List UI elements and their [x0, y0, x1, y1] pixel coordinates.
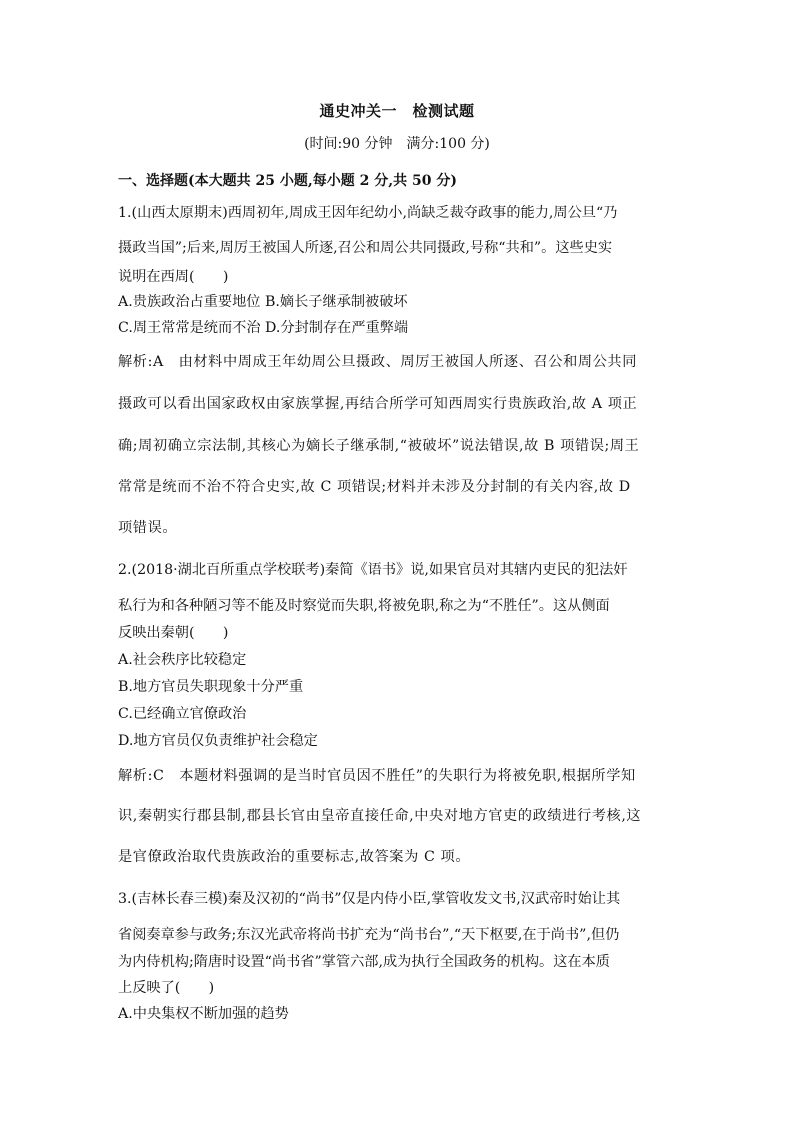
q3-stem-line: 上反映了( ): [118, 980, 215, 996]
q2-stem-line: 反映出秦朝( ): [118, 625, 229, 641]
q2-option-line: A.社会秩序比较稳定: [118, 652, 247, 668]
q2-stem-line: 私行为和各种陋习等不能及时察觉而失职,将被免职,称之为“不胜任”。这从侧面: [118, 598, 610, 614]
q3-stem-line: 3.(吉林长春三模)秦及汉初的“尚书”仅是内侍小臣,掌管收发文书,汉武帝时始让其: [118, 891, 621, 907]
q2-option-line: D.地方官员仅负责维护社会稳定: [118, 733, 318, 749]
q1-stem-line: 摄政当国”;后来,周厉王被国人所逐,召公和周公共同摄政,号称“共和”。这些史实: [118, 240, 613, 256]
exam-info: (时间:90 分钟 满分:100 分): [304, 136, 490, 152]
q2-stem-line: 2.(2018·湖北百所重点学校联考)秦简《语书》说,如果官员对其辖内吏民的犯法奸: [118, 562, 628, 578]
q3-option-line: A.中央集权不断加强的趋势: [118, 1006, 289, 1022]
q2-explanation-line: 是官僚政治取代贵族政治的重要标志,故答案为 C 项。: [118, 849, 471, 865]
q1-option-line: A.贵族政治占重要地位 B.嫡长子继承制被破坏: [118, 294, 408, 310]
q1-explanation-line: 摄政可以看出国家政权由家族掌握,再结合所学可知西周实行贵族政治,故 A 项正: [118, 396, 638, 412]
q2-explanation-line: 识,秦朝实行郡县制,郡县长官由皇帝直接任命,中央对地方官吏的政绩进行考核,这: [118, 808, 642, 824]
q2-option-line: B.地方官员失职现象十分严重: [118, 679, 304, 695]
q1-explanation-line: 解析:A 由材料中周成王年幼周公旦摄政、周厉王被国人所逐、召公和周公共同: [118, 354, 638, 370]
q1-stem-line: 说明在西周( ): [118, 269, 229, 285]
q1-explanation-line: 确;周初确立宗法制,其核心为嫡长子继承制,“被破坏”说法错误,故 B 项错误;周王: [118, 438, 640, 454]
page-title: 通史冲关一 检测试题: [319, 102, 475, 120]
q1-option-line: C.周王常常是统而不治 D.分封制存在严重弊端: [118, 320, 409, 336]
q3-stem-line: 省阅奏章参与政务;东汉光武帝将尚书扩充为“尚书台”,“天下枢要,在于尚书”,但仍: [118, 927, 620, 943]
section-heading: 一、选择题(本大题共 25 小题,每小题 2 分,共 50 分): [118, 173, 457, 189]
q2-option-line: C.已经确立官僚政治: [118, 706, 247, 722]
q1-stem-line: 1.(山西太原期末)西周初年,周成王因年纪幼小,尚缺乏裁夺政事的能力,周公旦“乃: [118, 205, 618, 221]
q2-explanation-line: 解析:C 本题材料强调的是当时官员因不胜任”的失职行为将被免职,根据所学知: [118, 768, 636, 784]
q1-explanation-line: 常常是统而不治不符合史实,故 C 项错误;材料并未涉及分封制的有关内容,故 D: [118, 479, 631, 495]
q3-stem-line: 为内侍机构;隋唐时设置“尚书省”掌管六部,成为执行全国政务的机构。这在本质: [118, 954, 610, 970]
q1-explanation-line: 项错误。: [118, 520, 178, 536]
